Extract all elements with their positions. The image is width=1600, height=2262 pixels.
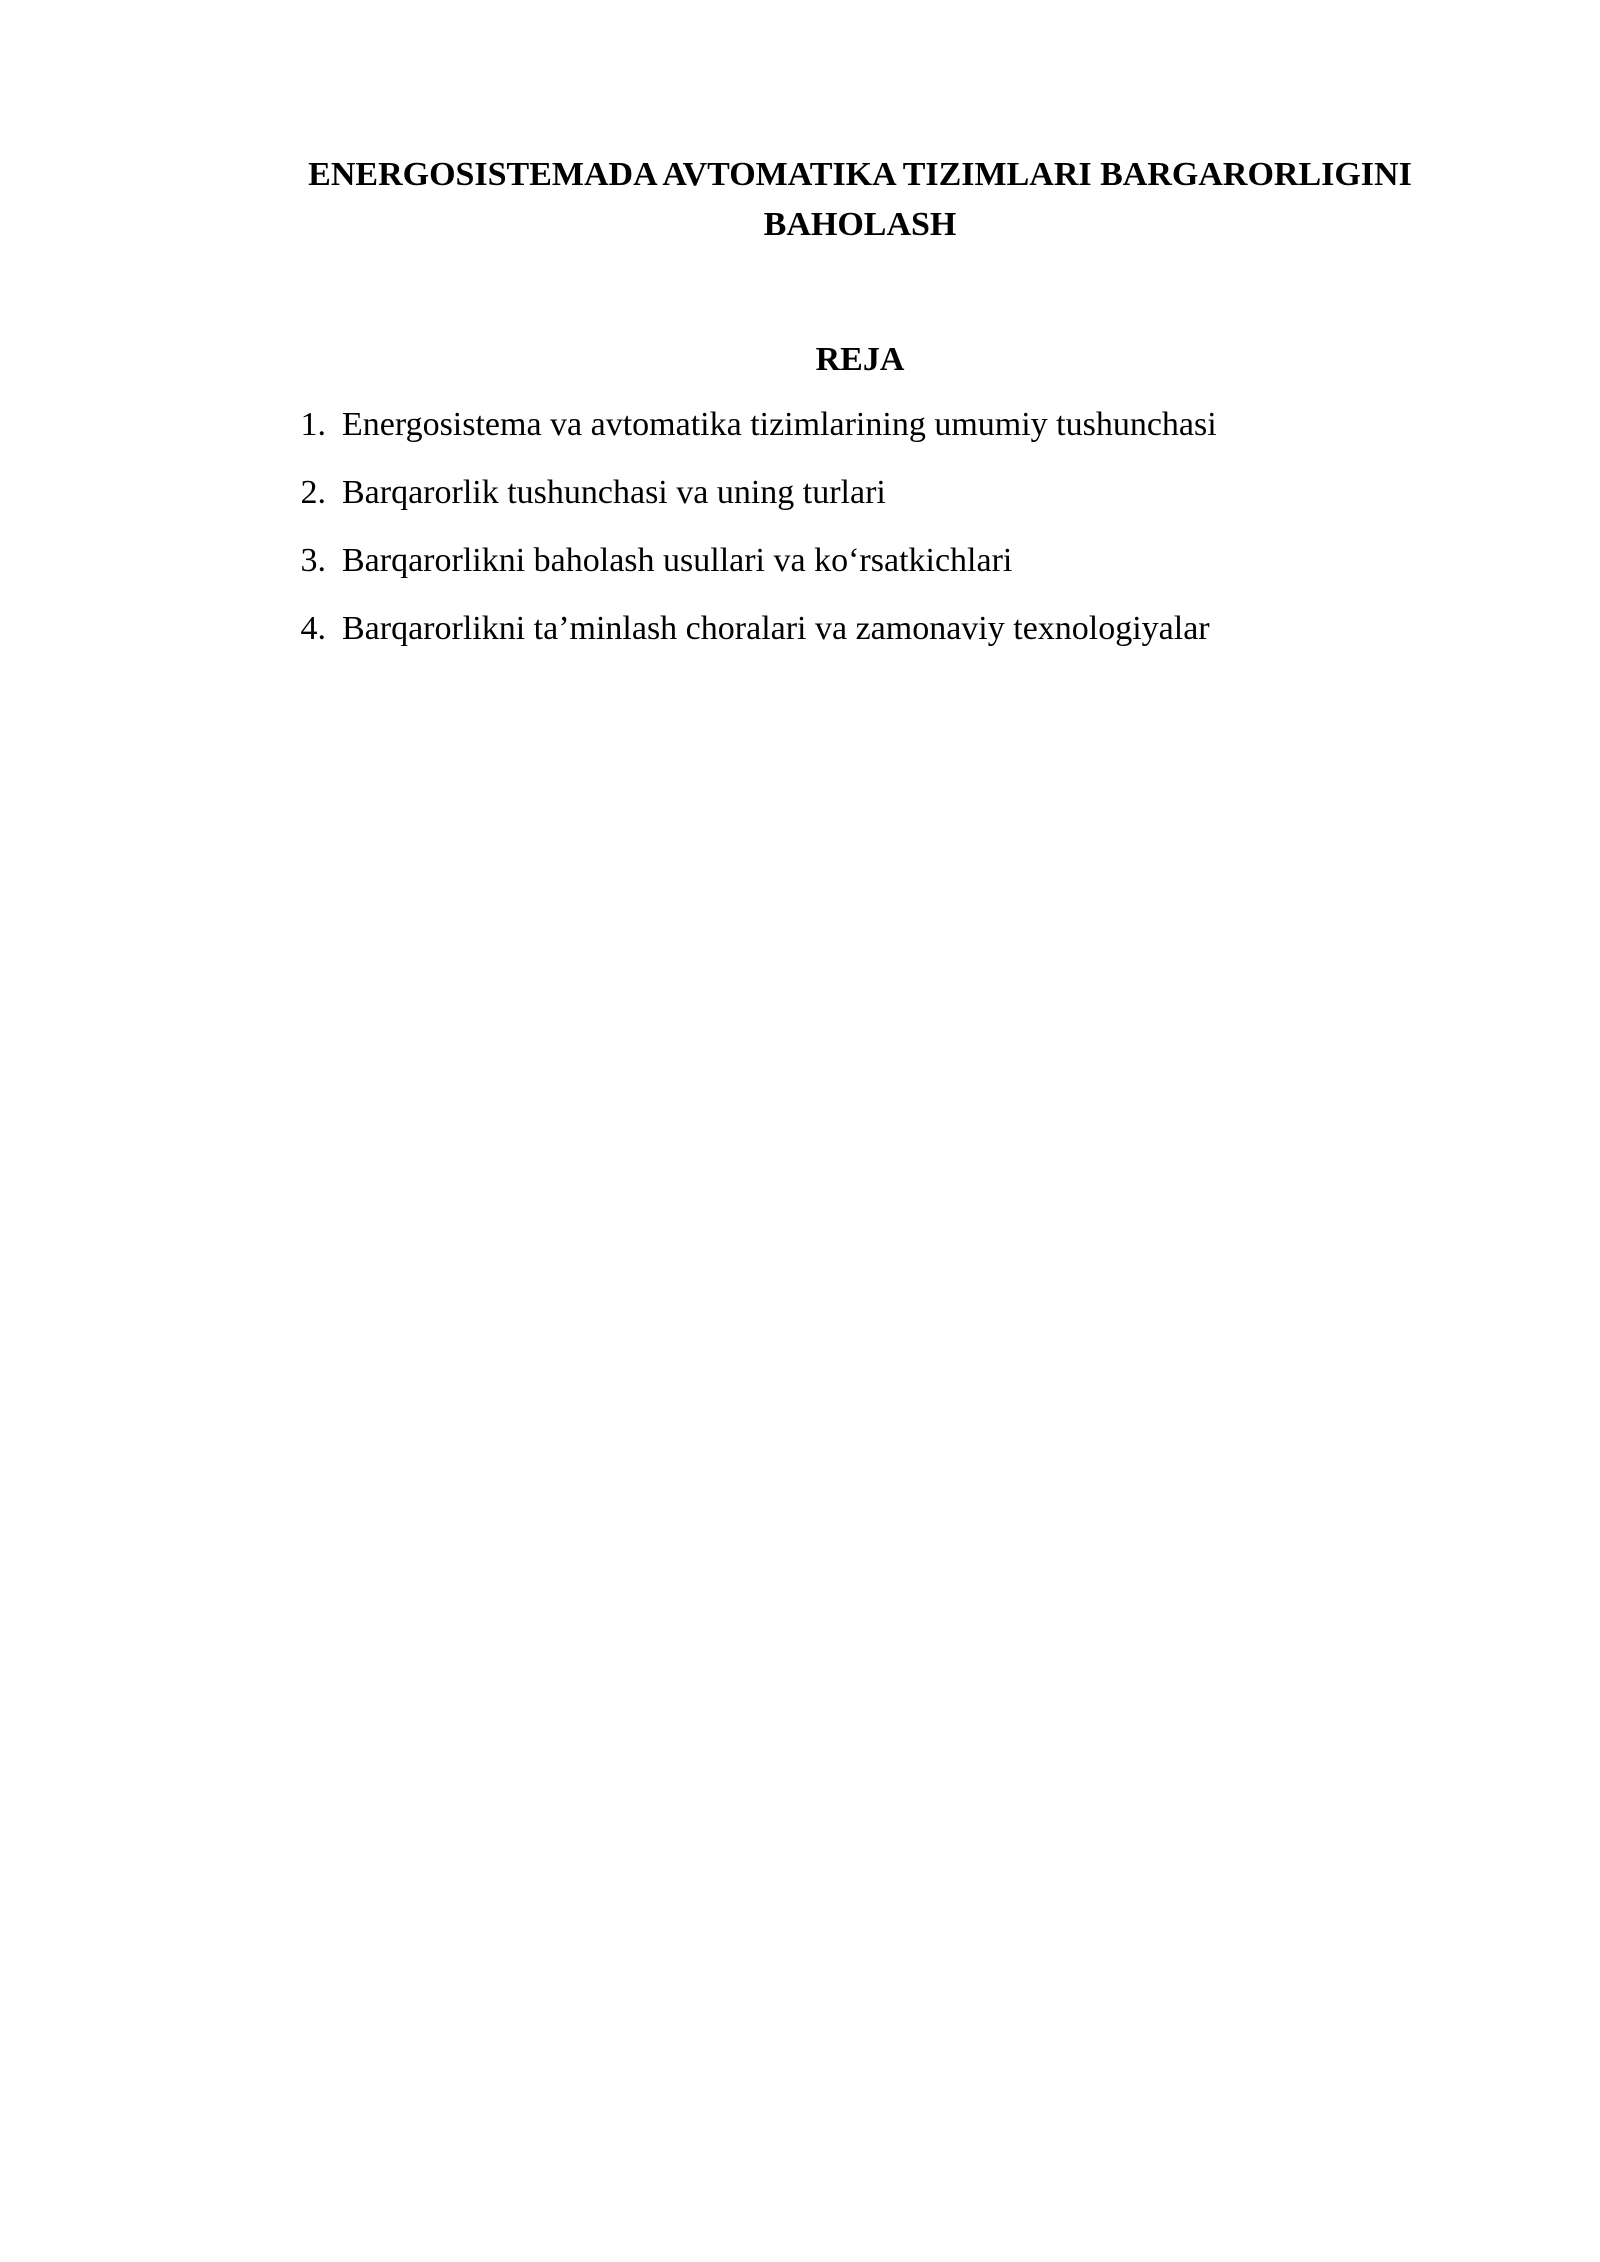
plan-item-number: 1.: [300, 406, 326, 443]
plan-item-text: Barqarorlikni ta’minlash choralari va zamonaviy texnologiyalar: [342, 610, 1210, 647]
plan-item: [270, 400, 1470, 450]
plan-item-number: 2.: [300, 474, 326, 511]
plan-heading: REJA: [815, 341, 905, 378]
plan-item-text: Energosistema va avtomatika tizimlarining umumiy tushunchasi: [342, 406, 1217, 443]
plan-list: [270, 400, 1470, 672]
plan-item-text: Barqarorlik tushunchasi va uning turlari: [342, 474, 886, 511]
plan-item-number: 4.: [300, 610, 326, 647]
document-title-line-1: ENERGOSISTEMADA AVTOMATIKA TIZIMLARI BARGARORLIGINI: [308, 156, 1412, 193]
plan-item: [270, 536, 1470, 586]
document-title-line-2: BAHOLASH: [763, 206, 957, 243]
plan-item-text: Barqarorlikni baholash usullari va ko‘rsatkichlari: [342, 542, 1013, 579]
plan-item: [270, 604, 1470, 654]
plan-item-number: 3.: [300, 542, 326, 579]
document-title: [240, 150, 1480, 250]
plan-item: [270, 468, 1470, 518]
